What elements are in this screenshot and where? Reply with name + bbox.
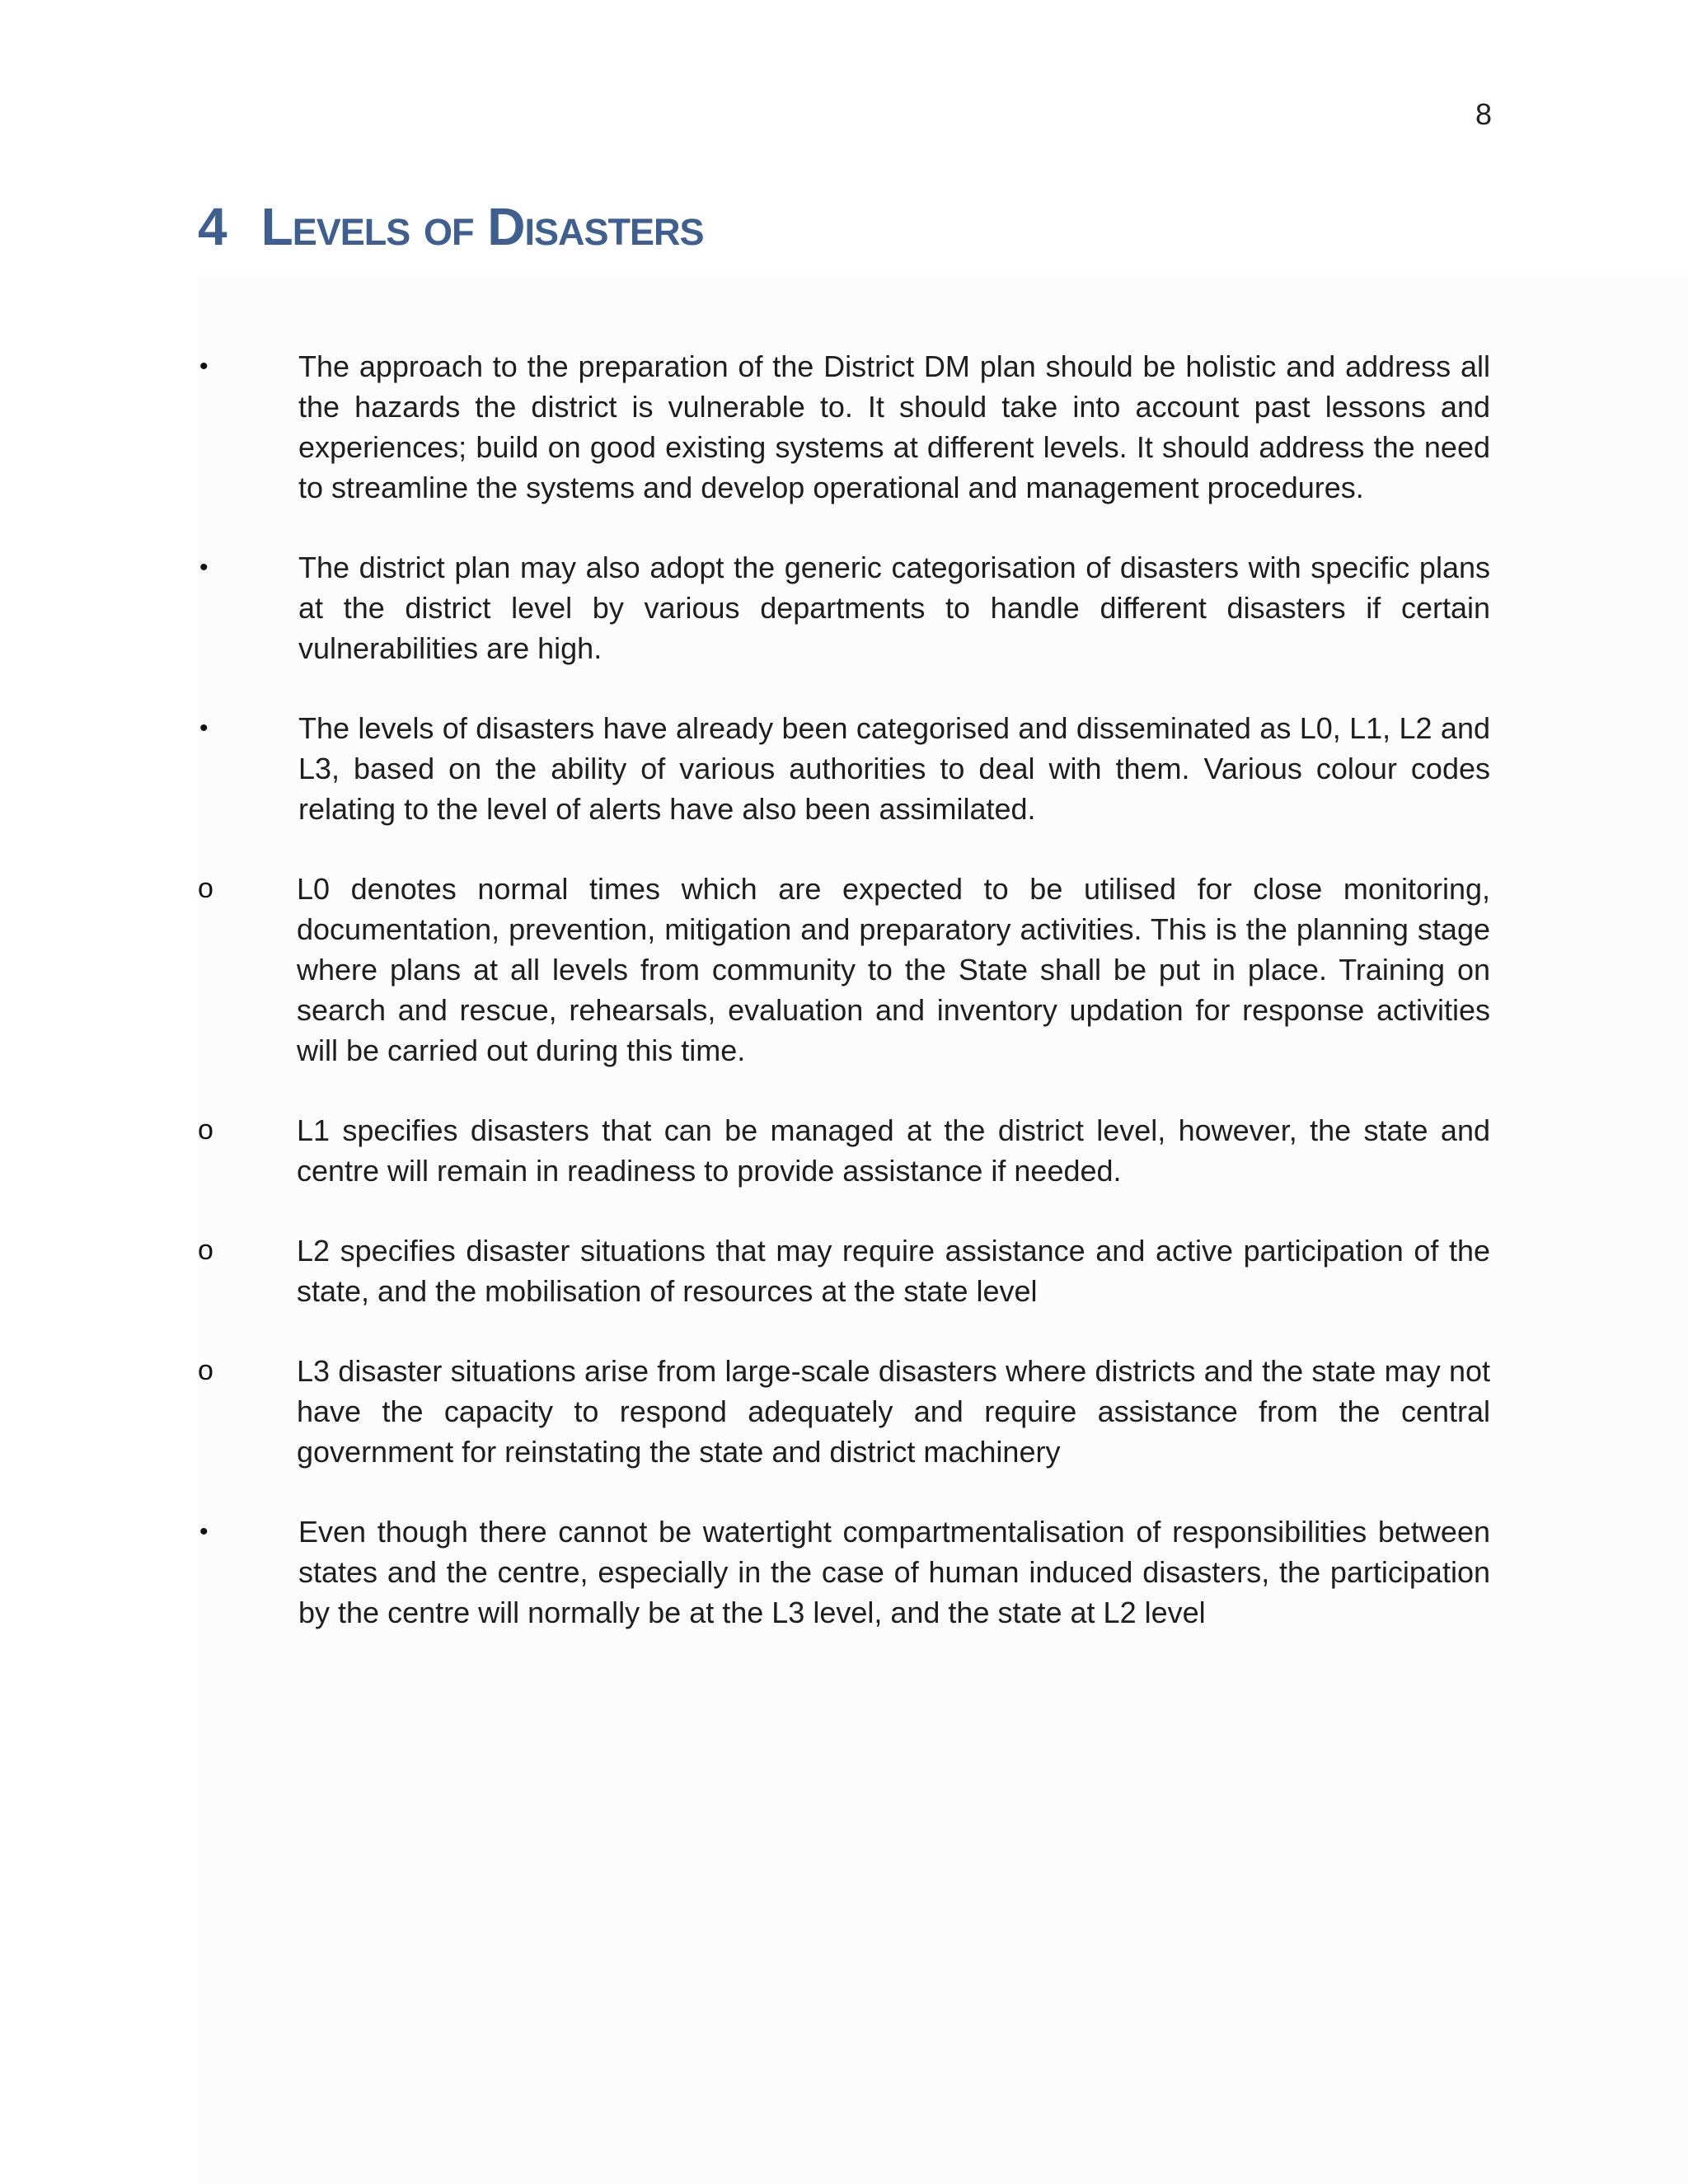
section-title: Levels of Disasters: [260, 197, 704, 256]
bullet-marker: •: [199, 715, 209, 742]
list-item-text: L3 disaster situations arise from large-scale disasters where districts and the state may not have the capacity to respond adequately and require assistance from the central government for reinstating the state and district machinery: [297, 1354, 1490, 1469]
list-item-text: The district plan may also adopt the generic categorisation of disasters with specific plans at the district level by various departments to handle different disasters if certain vulnerabilities are high.: [298, 551, 1490, 665]
list-item-text: Even though there cannot be watertight compartmentalisation of responsibilities between states and the centre, especially in the case of human induced disasters, the participation by the centre will normally be at the L3 level, and the state at L2 level: [298, 1515, 1490, 1629]
list-item: [198, 547, 1490, 668]
list-item: [198, 1351, 1490, 1472]
circle-marker: o: [198, 873, 213, 904]
page-number: 8: [1475, 97, 1492, 131]
bullet-marker: •: [199, 554, 209, 581]
list-item-text: The levels of disasters have already been categorised and disseminated as L0, L1, L2 and L3, based on the ability of various authorities to deal with them. Various colour codes relating to the level of alerts have also been assimilated.: [298, 711, 1490, 826]
circle-marker: o: [198, 1114, 213, 1146]
list-item-text: L2 specifies disaster situations that may require assistance and active participation of the state, and the mobilisation of resources at the state level: [297, 1234, 1490, 1308]
list-item: [198, 1230, 1490, 1311]
circle-marker: o: [198, 1355, 213, 1386]
list-item-text: L0 denotes normal times which are expected to be utilised for close monitoring, documentation, prevention, mitigation and preparatory activities. This is the planning stage where plans at all levels from community to the State shall be put in place. Training on search and rescue, rehearsals, evaluation and inventory updation for response activities will be carried out during this time.: [297, 872, 1490, 1067]
list-item: [198, 346, 1490, 508]
list-item: [198, 1511, 1490, 1633]
list-item: [198, 1110, 1490, 1191]
list-item: [198, 869, 1490, 1071]
bullet-marker: •: [199, 353, 209, 380]
section-heading: [198, 196, 704, 257]
bullet-marker: •: [199, 1518, 209, 1545]
list-item: [198, 708, 1490, 829]
section-number: 4: [198, 197, 227, 256]
bullet-list: [198, 346, 1490, 1672]
circle-marker: o: [198, 1235, 213, 1266]
list-item-text: The approach to the preparation of the District DM plan should be holistic and address all the hazards the district is vulnerable to. It should take into account past lessons and experiences; build on good existing systems at different levels. It should address the need to streamline the systems and develop operational and management procedures.: [298, 349, 1490, 504]
list-item-text: L1 specifies disasters that can be managed at the district level, however, the state and centre will remain in readiness to provide assistance if needed.: [297, 1113, 1490, 1188]
